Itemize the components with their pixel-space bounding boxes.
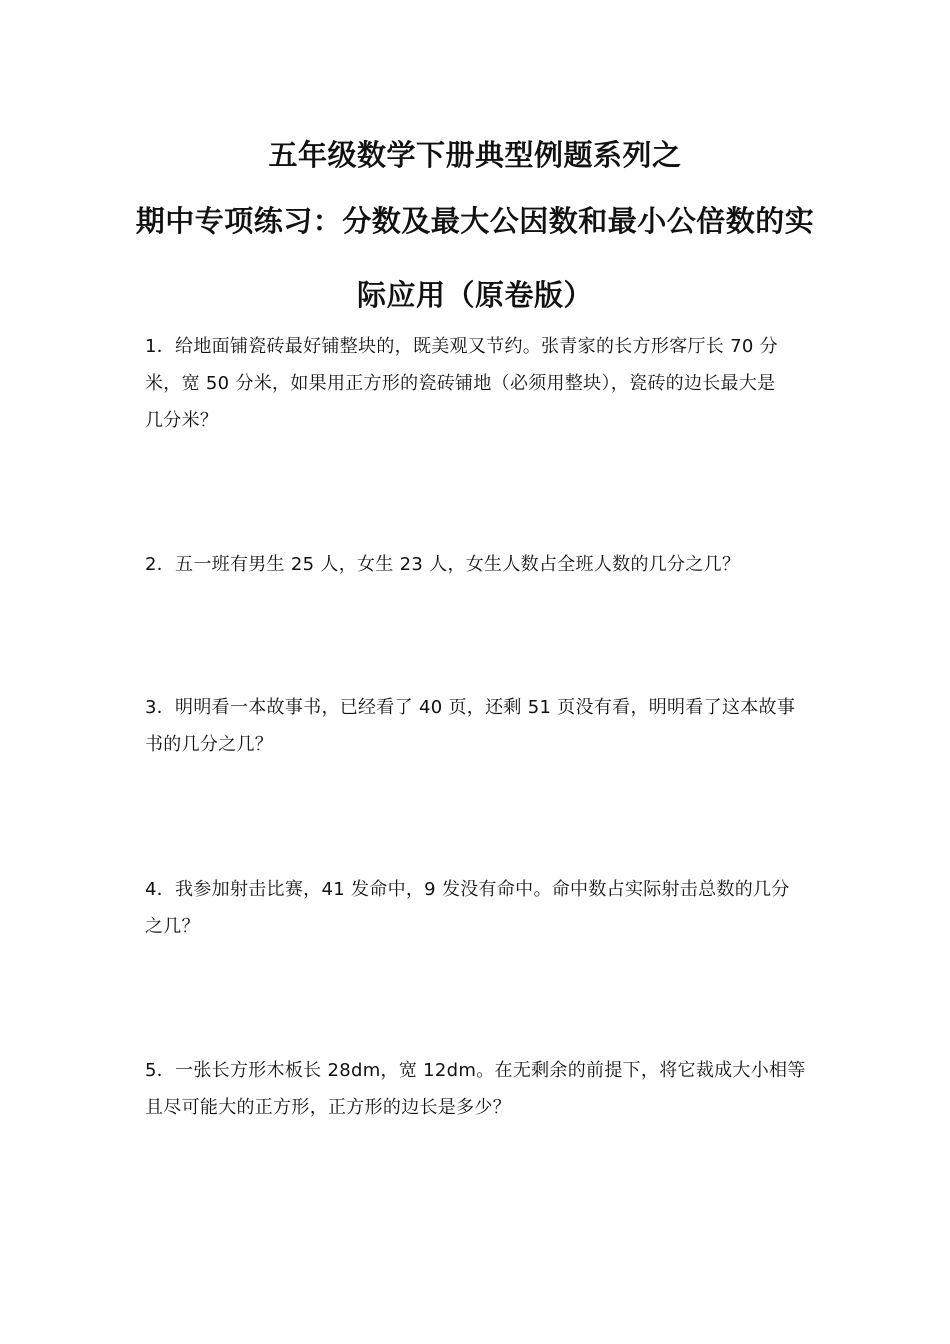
- question-4-line-1: 4．我参加射击比赛，41 发命中，9 发没有命中。命中数占实际射击总数的几分: [145, 879, 790, 900]
- question-4: [145, 871, 810, 945]
- title-line-2: 期中专项练习：分数及最大公因数和最小公倍数的实: [135, 204, 815, 238]
- title-line-1: 五年级数学下册典型例题系列之: [268, 138, 682, 172]
- question-3: [145, 689, 810, 763]
- question-2-line-1: 2．五一班有男生 25 人，女生 23 人，女生人数占全班人数的几分之几？: [145, 554, 741, 575]
- question-5: [145, 1052, 810, 1126]
- question-5-line-2: 且尽可能大的正方形，正方形的边长是多少？: [145, 1097, 511, 1118]
- question-3-line-1: 3．明明看一本故事书，已经看了 40 页，还剩 51 页没有看，明明看了这本故事: [145, 697, 796, 718]
- question-1-line-3: 几分米？: [145, 410, 219, 431]
- question-1-line-1: 1．给地面铺瓷砖最好铺整块的，既美观又节约。张青家的长方形客厅长 70 分: [145, 336, 778, 357]
- question-2: [145, 546, 810, 583]
- question-1: [145, 328, 810, 439]
- question-1-line-2: 米，宽 50 分米，如果用正方形的瓷砖铺地（必须用整块），瓷砖的边长最大是: [145, 373, 776, 394]
- title-line-3: 际应用（原卷版）: [356, 278, 593, 312]
- question-4-line-2: 之几？: [145, 916, 200, 937]
- question-5-line-1: 5．一张长方形木板长 28dm，宽 12dm。在无剩余的前提下，将它裁成大小相等: [145, 1060, 806, 1081]
- question-3-line-2: 书的几分之几？: [145, 734, 274, 755]
